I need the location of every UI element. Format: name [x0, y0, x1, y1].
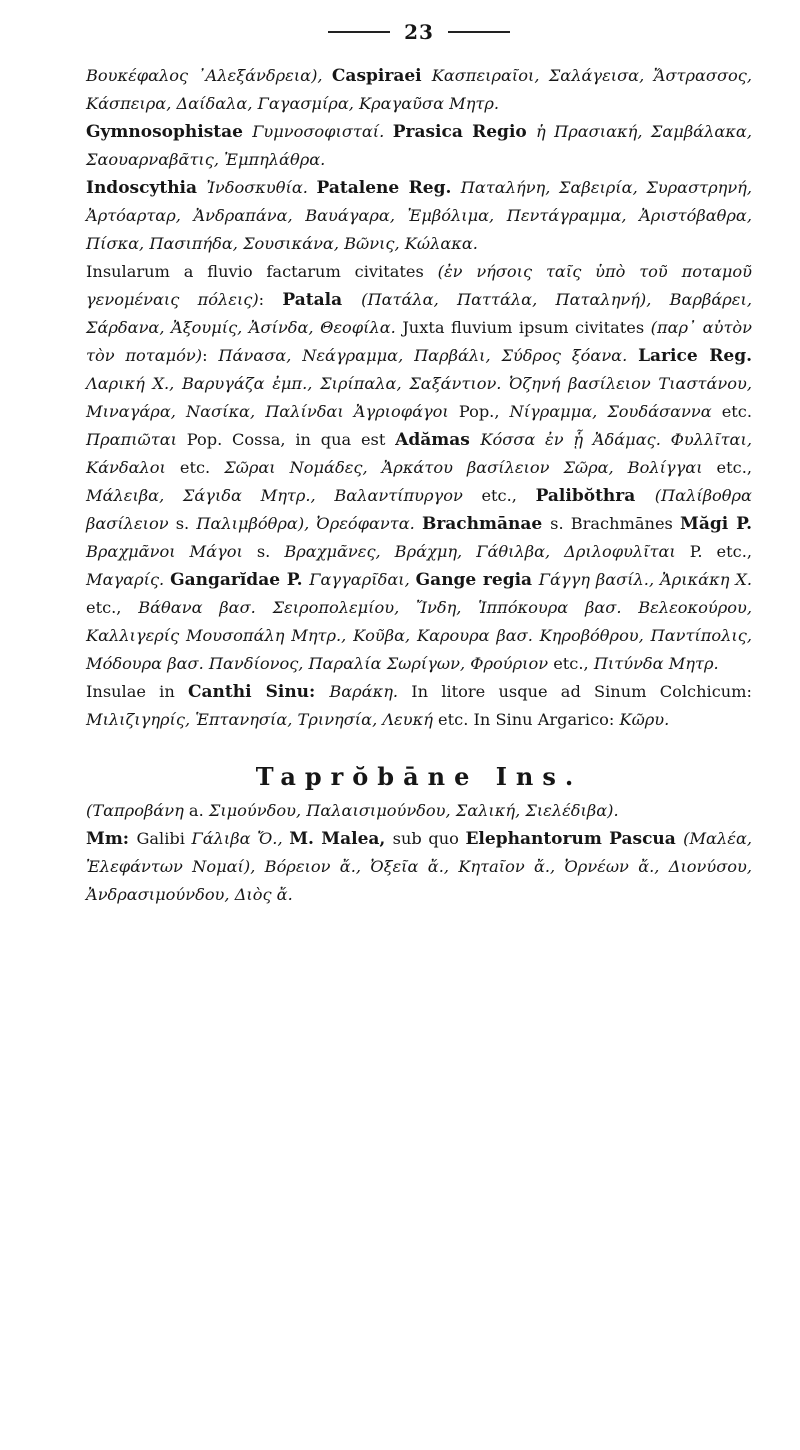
- header-rule-right: [448, 31, 510, 33]
- text-run: Γαγγαρῖδαι,: [309, 570, 416, 589]
- text-run: Μιλιζιγηρίς, Ἑπτανησία, Τρινησία, Λευκή: [86, 710, 439, 729]
- text-run: Κόσσα ἐν ᾗ Ἀδάμας. Φυλλῖται, Κάνδαλοι: [86, 430, 752, 477]
- place-heading: Caspiraei: [331, 66, 432, 86]
- text-run: Κῶρυ.: [619, 710, 670, 729]
- text-run: etc.,: [481, 486, 536, 505]
- text-run: etc.: [721, 402, 753, 421]
- text-run: Pop.,: [458, 402, 510, 421]
- text-run: (Πατάλα, Παττάλα, Παταληνή), Βαρβάρει, Σάρδανα, Ἀξουμίς, Ἀσίνδα, Θεοφίλα.: [86, 290, 752, 337]
- place-heading: Patala: [282, 290, 362, 310]
- text-run: Σιμούνδου, Παλαισιμούνδου, Σαλική, Σιελέδιβα).: [208, 801, 619, 820]
- text-run: Πραπιῶται: [86, 430, 187, 449]
- text-run: Βραχμᾶνοι Μάγοι: [86, 542, 257, 561]
- text-run: (Ταπροβάνη: [86, 801, 189, 820]
- place-heading: Patalene Reg.: [316, 178, 461, 198]
- place-heading: Brachmānae: [421, 514, 551, 534]
- text-run: Γάγγη βασίλ., Ἀρικάκη Χ.: [538, 570, 752, 589]
- text-run: Insulae in: [86, 682, 189, 701]
- text-run: Pop. Cossa, in qua est: [186, 430, 396, 449]
- text-run: Μαγαρίς.: [86, 570, 171, 589]
- place-heading: Elephantorum Pascua: [465, 829, 684, 849]
- text-run: Σῶραι Νομάδες, Ἀρκάτου βασίλειον Σῶρα, Βολίγγαι: [224, 458, 717, 477]
- text-run: etc.,: [553, 654, 594, 673]
- paragraph: [86, 258, 752, 678]
- text-run: Juxta fluvium ipsum civitates: [402, 318, 651, 337]
- text-run: etc. In Sinu Argarico:: [438, 710, 620, 729]
- text-run: Παλιμβόθρα), Ὀρεόφαντα.: [196, 514, 422, 533]
- text-run: :: [258, 290, 283, 309]
- section-title: Taprŏbāne Ins.: [255, 762, 583, 791]
- paragraph: [86, 797, 752, 825]
- text-run: (Παλίβοθρα βασίλειον: [86, 486, 752, 533]
- text-run: Insularum a fluvio factarum civitates: [86, 262, 438, 281]
- place-heading: Gymnosophistae: [86, 122, 253, 142]
- paragraph: [86, 825, 752, 909]
- text-run: s.: [256, 542, 285, 561]
- place-heading: Măgi P.: [680, 514, 752, 534]
- text-run: Μάλειβα, Σάγιδα Μητρ., Βαλαντίπυργον: [86, 486, 482, 505]
- header-rule-left: [328, 31, 390, 33]
- text-run: Ἰνδοσκυθία.: [206, 178, 317, 197]
- text-run: Γάλιβα Ὄ.,: [191, 829, 290, 848]
- text-run: Βάθανα βασ. Σειροπολεμίου, Ἴνδη, Ἱππόκουρα βασ. Βελεοκούρου, Καλλιγερίς Μουσοπάλη Μητρ., Κοῦβα, Καρουρα βασ. Κηροβόθρου, Παντίπολις, Μόδουρα βασ. Πανδίονος, Παραλία Σωρίγων, Φρούριον: [86, 598, 752, 673]
- place-heading: Prasica Regio: [392, 122, 536, 142]
- text-run: ἡ Πρασιακή, Σαμβάλακα, Σαουαρναβᾶτις, Ἐμπηλάθρα.: [86, 122, 752, 169]
- text-run: Γυμνοσοφισταί.: [252, 122, 393, 141]
- text-run: a.: [188, 801, 209, 820]
- text-run: Βουκέφαλος ᾿Αλεξάνδρεια),: [86, 66, 332, 85]
- text-run: (Μαλέα, Ἐλεφάντων Νομαί), Βόρειον ἄ., Ὀξεῖα ἄ., Κητaῖον ἄ., Ὀρνέων ἄ., Διονύσου, Ἀνδρασιμούνδου, Διὸς ἄ.: [86, 829, 753, 904]
- text-run: (παρ᾽ αὐτὸν τὸν ποταμόν): [86, 318, 752, 365]
- place-heading: Gange regia: [415, 570, 539, 590]
- text-run: etc.,: [86, 598, 139, 617]
- text-run: Νίγραμμα, Σουδάσαννα: [509, 402, 722, 421]
- place-heading: Adămas: [395, 430, 481, 450]
- place-heading: Gangarĭdae P.: [170, 570, 310, 590]
- place-heading: Palibŏthra: [535, 486, 655, 506]
- place-heading: M. Malea,: [289, 829, 393, 849]
- place-heading: Canthi Sinu:: [188, 682, 330, 702]
- text-run: Κασπειραῖοι, Σαλάγεισα, Ἄστρασσος, Κάσπειρα, Δαίδαλα, Γαγασμίρα, Κραγαῦσα Μητρ.: [86, 66, 752, 113]
- paragraph: [86, 118, 752, 174]
- text-run: s. Brachmānes: [550, 514, 680, 533]
- text-run: Πιτύνδα Μητρ.: [593, 654, 719, 673]
- text-run: In litore usque ad Sinum Colchicum:: [411, 682, 752, 701]
- text-body-upper: [86, 62, 752, 734]
- text-run: etc.: [179, 458, 225, 477]
- place-heading: Indoscythia: [86, 178, 207, 198]
- place-heading: Mm:: [86, 829, 137, 849]
- page-header: [86, 20, 752, 44]
- text-run: Βραχμᾶνες, Βράχμη, Γάθιλβα, Δριλοφυλῖται: [284, 542, 690, 561]
- text-run: sub quo: [392, 829, 466, 848]
- text-run: :: [202, 346, 219, 365]
- paragraph: [86, 678, 752, 734]
- text-run: s.: [175, 514, 197, 533]
- text-run: Παταλήνη, Σαβειρία, Συραστρηνή, Ἀρτόαρταρ, Ἀνδραπάνα, Βαυάγαρα, Ἐμβόλιμα, Πεντάγραμμα, Ἀριστόβαθρα, Πίσκα, Πασιπήδα, Σουσικάνα, Βῶνις, Κώλακα.: [86, 178, 753, 253]
- text-run: Βαράκη.: [329, 682, 412, 701]
- text-run: (ἐν νήσοις ταῖς ὑπὸ τοῦ ποταμοῦ γενομέναις πόλεις): [86, 262, 752, 309]
- paragraph: [86, 62, 752, 118]
- text-run: Πάνασα, Νεάγραμμα, Παρβάλι, Σύδρος ξόανα.: [218, 346, 639, 365]
- paragraph: [86, 174, 752, 258]
- text-body-lower: [86, 797, 752, 909]
- text-run: P. etc.,: [689, 542, 752, 561]
- text-run: etc.,: [716, 458, 752, 477]
- text-run: Galibi: [136, 829, 192, 848]
- place-heading: Larice Reg.: [638, 346, 753, 366]
- page-number: 23: [404, 20, 434, 44]
- text-run: Λαρική Χ., Βαρυγάζα ἐμπ., Σιρίπαλα, Σαξάντιον. Ὀζηνή βασίλειον Τιαστάνου, Μιναγάρα, Νασίκα, Παλίνδαι Ἀγριοφάγοι: [86, 374, 752, 421]
